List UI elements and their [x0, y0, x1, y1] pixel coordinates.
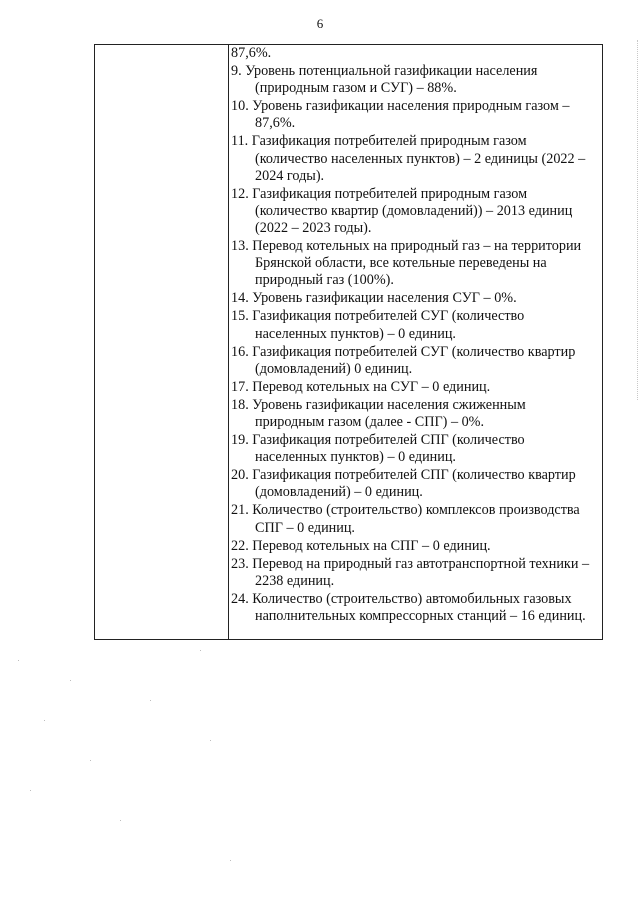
item-number: 11.	[231, 133, 249, 150]
page-number: 6	[316, 16, 324, 31]
list-item	[229, 308, 596, 342]
list-item	[229, 467, 596, 501]
item-text: 87,6%.	[231, 45, 272, 61]
item-number: 24.	[231, 590, 249, 607]
item-text: Газификация потребителей СУГ (количество квартир (домовладений) 0 единиц.	[252, 343, 576, 377]
document-table	[94, 44, 603, 640]
scan-speck	[230, 860, 231, 861]
scan-speck	[210, 740, 211, 741]
list-item	[229, 344, 596, 378]
scan-speck	[120, 820, 121, 821]
scan-speck	[70, 680, 71, 681]
item-text: Количество (строительство) автомобильных газовых наполнительных компрессорных станций – 16 единиц.	[252, 590, 586, 624]
scan-speck	[200, 650, 201, 651]
item-number: 17.	[231, 378, 249, 395]
list-item	[229, 238, 596, 289]
item-number: 15.	[231, 308, 249, 325]
item-text: Уровень потенциальной газификации населения (природным газом и СУГ) – 88%.	[245, 63, 538, 97]
list-item	[229, 591, 596, 625]
item-number: 9.	[231, 63, 242, 80]
indicator-list	[229, 45, 596, 625]
item-number: 19.	[231, 432, 249, 449]
item-text: Газификация потребителей СПГ (количество квартир (домовладений) – 0 единиц.	[252, 467, 576, 501]
item-text: Уровень газификации населения СУГ – 0%.	[252, 290, 517, 307]
list-item	[229, 538, 596, 555]
list-item	[229, 397, 596, 431]
list-item	[229, 379, 596, 396]
item-number: 10.	[231, 98, 249, 115]
list-item	[229, 45, 596, 62]
list-item	[229, 432, 596, 466]
item-text: Газификация потребителей СУГ (количество населенных пунктов) – 0 единиц.	[252, 308, 525, 342]
item-number: 13.	[231, 238, 249, 255]
scan-speck	[90, 760, 91, 761]
list-item	[229, 556, 596, 590]
item-number: 18.	[231, 396, 249, 413]
list-item	[229, 133, 596, 184]
table-right-column	[229, 45, 602, 639]
item-number: 12.	[231, 185, 249, 202]
item-number: 21.	[231, 502, 249, 519]
item-number: 23.	[231, 555, 249, 572]
item-text: Газификация потребителей природным газом (количество населенных пунктов) – 2 единицы (2022 – 2024 годы).	[251, 133, 586, 184]
list-item	[229, 98, 596, 132]
scan-speck	[150, 700, 151, 701]
item-text: Перевод котельных на СПГ – 0 единиц.	[252, 537, 491, 554]
item-number: 14.	[231, 290, 249, 307]
item-number: 22.	[231, 537, 249, 554]
list-item	[229, 63, 596, 97]
scan-speck	[44, 720, 45, 721]
item-text: Уровень газификации населения сжиженным природным газом (далее - СПГ) – 0%.	[252, 396, 526, 430]
scan-speck	[18, 660, 19, 661]
table-left-column	[95, 45, 229, 639]
item-text: Перевод котельных на СУГ – 0 единиц.	[252, 378, 491, 395]
scan-speck	[30, 790, 31, 791]
item-text: Количество (строительство) комплексов производства СПГ – 0 единиц.	[252, 502, 580, 536]
scan-margin-marks	[633, 40, 638, 400]
item-number: 20.	[231, 467, 249, 484]
item-text: Перевод котельных на природный газ – на территории Брянской области, все котельные переведены на природный газ (100%).	[252, 238, 582, 289]
list-item	[229, 290, 596, 307]
item-text: Перевод на природный газ автотранспортной техники – 2238 единиц.	[252, 555, 590, 589]
item-text: Газификация потребителей СПГ (количество населенных пунктов) – 0 единиц.	[252, 432, 525, 466]
item-text: Уровень газификации населения природным газом – 87,6%.	[252, 98, 570, 132]
list-item	[229, 186, 596, 237]
list-item	[229, 502, 596, 536]
item-text: Газификация потребителей природным газом (количество квартир (домовладений)) – 2013 единиц (2022 – 2023 годы).	[252, 185, 573, 236]
item-number: 16.	[231, 343, 249, 360]
